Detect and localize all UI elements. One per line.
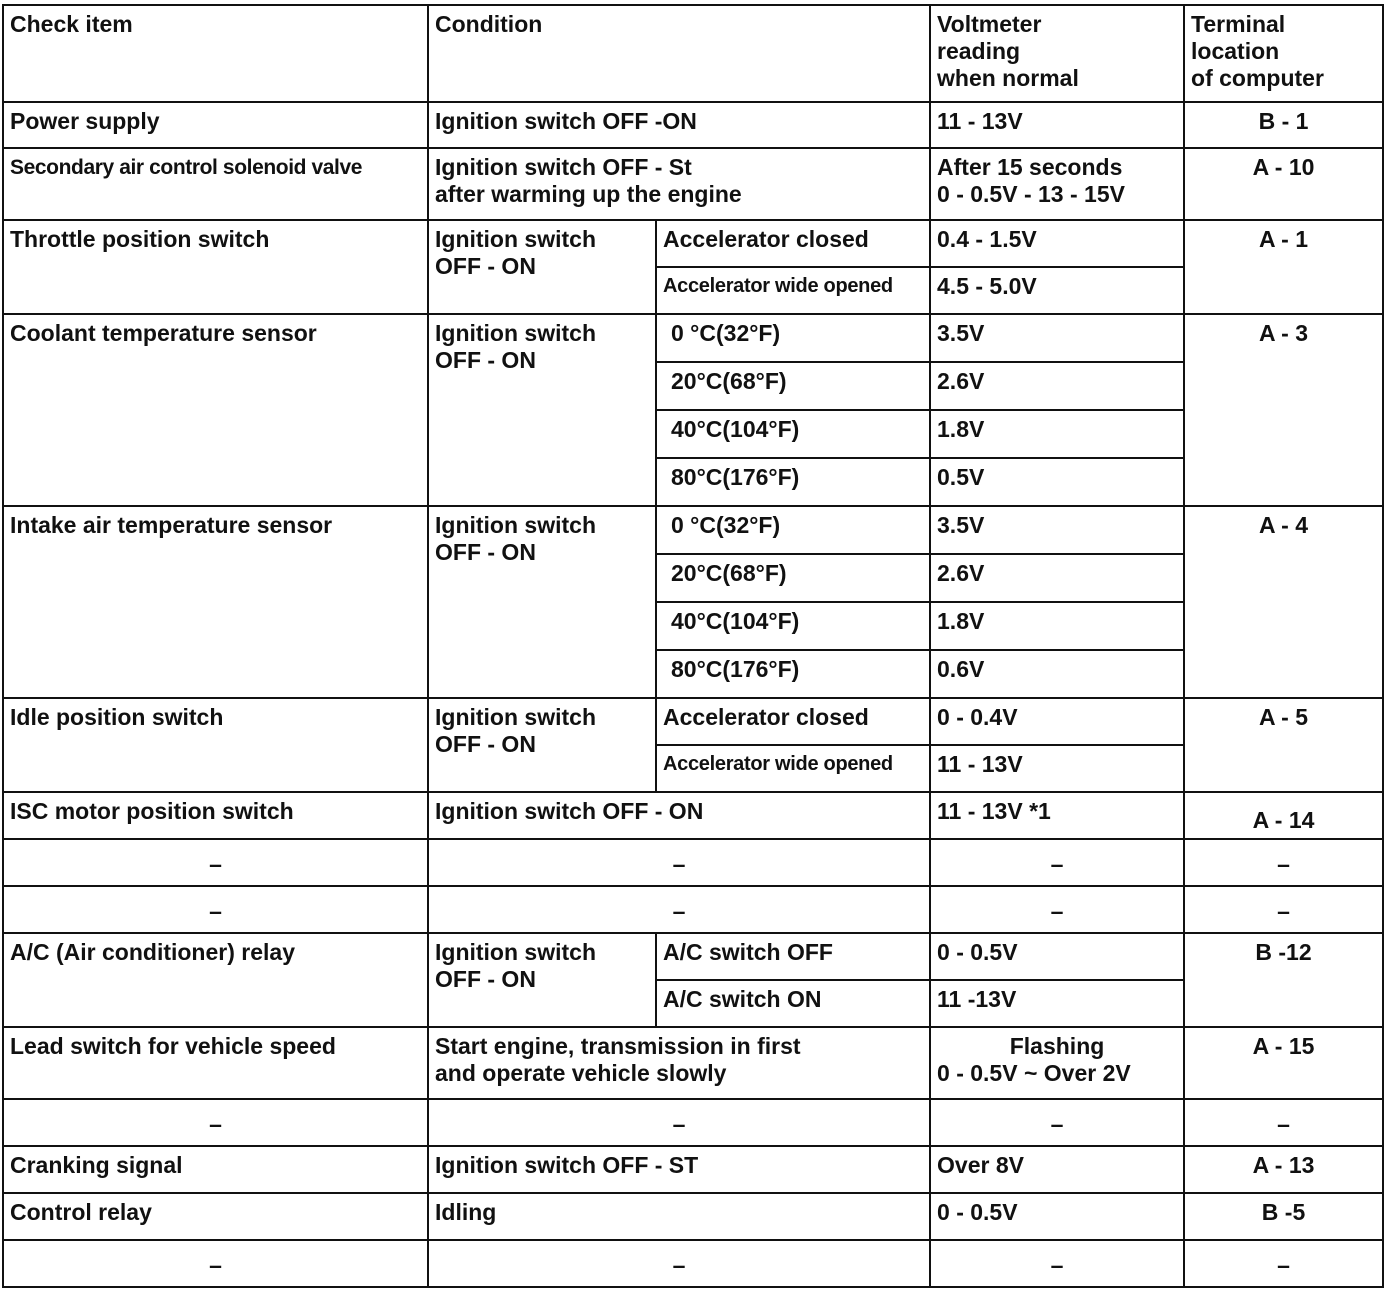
table-row: [3, 1099, 1383, 1146]
sub-intake-2: 20°C(68°F): [656, 554, 930, 602]
terminal-ac-relay: B -12: [1184, 933, 1383, 1027]
table-row: [3, 792, 1383, 839]
header-terminal-line3: of computer: [1191, 65, 1324, 91]
reading-throttle-2: 4.5 - 5.0V: [930, 267, 1184, 314]
condition-control-relay: Idling: [428, 1193, 930, 1240]
reading-ac-relay-1: 0 - 0.5V: [930, 933, 1184, 980]
reading-idle-2: 11 - 13V: [930, 745, 1184, 792]
reading-secondary-air: [930, 148, 1184, 220]
reading-coolant-3: 1.8V: [930, 410, 1184, 458]
condition-intake-line2: OFF - ON: [435, 539, 536, 565]
item-throttle: Throttle position switch: [3, 220, 428, 314]
reading-secondary-air-line2: 0 - 0.5V - 13 - 15V: [937, 181, 1125, 207]
condition-lead-switch: [428, 1027, 930, 1099]
reading-control-relay: 0 - 0.5V: [930, 1193, 1184, 1240]
reading-idle-1: 0 - 0.4V: [930, 698, 1184, 745]
table-row: [3, 886, 1383, 933]
condition-coolant: [428, 314, 656, 506]
condition-secondary-air: [428, 148, 930, 220]
sub-coolant-3: 40°C(104°F): [656, 410, 930, 458]
condition-idle-line2: OFF - ON: [435, 731, 536, 757]
reading-coolant-4: 0.5V: [930, 458, 1184, 506]
header-row: [3, 5, 1383, 102]
sub-idle-1: Accelerator closed: [656, 698, 930, 745]
reading-cranking: Over 8V: [930, 1146, 1184, 1193]
table-row: [3, 220, 1383, 267]
header-voltmeter: [930, 5, 1184, 102]
reading-intake-3: 1.8V: [930, 602, 1184, 650]
sub-ac-relay-2: A/C switch ON: [656, 980, 930, 1027]
dash-cell: –: [1184, 1240, 1383, 1287]
header-condition: Condition: [428, 5, 930, 102]
condition-throttle-line1: Ignition switch: [435, 226, 596, 252]
reading-power-supply: 11 - 13V: [930, 102, 1184, 148]
condition-ac-relay: [428, 933, 656, 1027]
dash-cell: –: [428, 1240, 930, 1287]
dash-cell: –: [3, 839, 428, 886]
dash-cell: –: [1184, 1099, 1383, 1146]
condition-lead-switch-line2: and operate vehicle slowly: [435, 1060, 727, 1086]
condition-secondary-air-line1: Ignition switch OFF - St: [435, 154, 692, 180]
sub-coolant-4: 80°C(176°F): [656, 458, 930, 506]
item-secondary-air: Secondary air control solenoid valve: [3, 148, 428, 220]
terminal-throttle: A - 1: [1184, 220, 1383, 314]
condition-throttle-line2: OFF - ON: [435, 253, 536, 279]
condition-isc: Ignition switch OFF - ON: [428, 792, 930, 839]
table-row: [3, 1146, 1383, 1193]
voltage-check-table: [2, 4, 1384, 1288]
terminal-power-supply: B - 1: [1184, 102, 1383, 148]
table-row: [3, 1027, 1383, 1099]
dash-cell: –: [930, 1240, 1184, 1287]
table-row: [3, 1193, 1383, 1240]
condition-throttle: [428, 220, 656, 314]
terminal-coolant: A - 3: [1184, 314, 1383, 506]
sub-intake-4: 80°C(176°F): [656, 650, 930, 698]
condition-power-supply: Ignition switch OFF -ON: [428, 102, 930, 148]
terminal-isc: A - 14: [1184, 792, 1383, 839]
item-intake: Intake air temperature sensor: [3, 506, 428, 698]
dash-cell: –: [3, 886, 428, 933]
sub-coolant-1: 0 °C(32°F): [656, 314, 930, 362]
sub-throttle-1: Accelerator closed: [656, 220, 930, 267]
terminal-idle: A - 5: [1184, 698, 1383, 792]
reading-intake-4: 0.6V: [930, 650, 1184, 698]
sub-ac-relay-1: A/C switch OFF: [656, 933, 930, 980]
item-lead-switch: Lead switch for vehicle speed: [3, 1027, 428, 1099]
sub-idle-2: Accelerator wide opened: [656, 745, 930, 792]
dash-cell: –: [930, 886, 1184, 933]
item-isc: ISC motor position switch: [3, 792, 428, 839]
header-terminal-line2: location: [1191, 38, 1280, 64]
dash-cell: –: [428, 1099, 930, 1146]
table-row: [3, 698, 1383, 745]
reading-intake-2: 2.6V: [930, 554, 1184, 602]
table-row: [3, 102, 1383, 148]
reading-secondary-air-line1: After 15 seconds: [937, 154, 1123, 180]
dash-cell: –: [930, 839, 1184, 886]
table-row: [3, 933, 1383, 980]
condition-cranking: Ignition switch OFF - ST: [428, 1146, 930, 1193]
sub-coolant-2: 20°C(68°F): [656, 362, 930, 410]
table-row: [3, 314, 1383, 362]
terminal-control-relay: B -5: [1184, 1193, 1383, 1240]
sub-intake-3: 40°C(104°F): [656, 602, 930, 650]
reading-lead-switch: [930, 1027, 1184, 1099]
table-row: [3, 839, 1383, 886]
sub-throttle-2: Accelerator wide opened: [656, 267, 930, 314]
terminal-intake: A - 4: [1184, 506, 1383, 698]
header-voltmeter-line3: when normal: [937, 65, 1079, 91]
dash-cell: –: [428, 886, 930, 933]
reading-coolant-1: 3.5V: [930, 314, 1184, 362]
table-row: [3, 148, 1383, 220]
condition-intake: [428, 506, 656, 698]
table-row: [3, 1240, 1383, 1287]
condition-coolant-line1: Ignition switch: [435, 320, 596, 346]
reading-throttle-1: 0.4 - 1.5V: [930, 220, 1184, 267]
reading-ac-relay-2: 11 -13V: [930, 980, 1184, 1027]
item-idle: Idle position switch: [3, 698, 428, 792]
dash-cell: –: [930, 1099, 1184, 1146]
dash-cell: –: [3, 1099, 428, 1146]
dash-cell: –: [3, 1240, 428, 1287]
condition-coolant-line2: OFF - ON: [435, 347, 536, 373]
reading-lead-switch-line1: Flashing: [1009, 1033, 1105, 1059]
header-voltmeter-line1: Voltmeter: [937, 11, 1042, 37]
header-check-item: Check item: [3, 5, 428, 102]
reading-isc: 11 - 13V *1: [930, 792, 1184, 839]
item-power-supply: Power supply: [3, 102, 428, 148]
condition-ac-relay-line1: Ignition switch: [435, 939, 596, 965]
dash-cell: –: [1184, 886, 1383, 933]
terminal-secondary-air: A - 10: [1184, 148, 1383, 220]
dash-cell: –: [428, 839, 930, 886]
condition-ac-relay-line2: OFF - ON: [435, 966, 536, 992]
reading-lead-switch-line2: 0 - 0.5V ~ Over 2V: [937, 1060, 1131, 1086]
condition-secondary-air-line2: after warming up the engine: [435, 181, 742, 207]
dash-cell: –: [1184, 839, 1383, 886]
condition-lead-switch-line1: Start engine, transmission in first: [435, 1033, 801, 1059]
header-terminal: [1184, 5, 1383, 102]
condition-idle-line1: Ignition switch: [435, 704, 596, 730]
sub-intake-1: 0 °C(32°F): [656, 506, 930, 554]
reading-coolant-2: 2.6V: [930, 362, 1184, 410]
item-control-relay: Control relay: [3, 1193, 428, 1240]
header-terminal-line1: Terminal: [1191, 11, 1286, 37]
item-coolant: Coolant temperature sensor: [3, 314, 428, 506]
terminal-cranking: A - 13: [1184, 1146, 1383, 1193]
condition-intake-line1: Ignition switch: [435, 512, 596, 538]
table-row: [3, 506, 1383, 554]
terminal-lead-switch: A - 15: [1184, 1027, 1383, 1099]
condition-idle: [428, 698, 656, 792]
item-ac-relay: A/C (Air conditioner) relay: [3, 933, 428, 1027]
reading-intake-1: 3.5V: [930, 506, 1184, 554]
header-voltmeter-line2: reading: [937, 38, 1021, 64]
item-cranking: Cranking signal: [3, 1146, 428, 1193]
